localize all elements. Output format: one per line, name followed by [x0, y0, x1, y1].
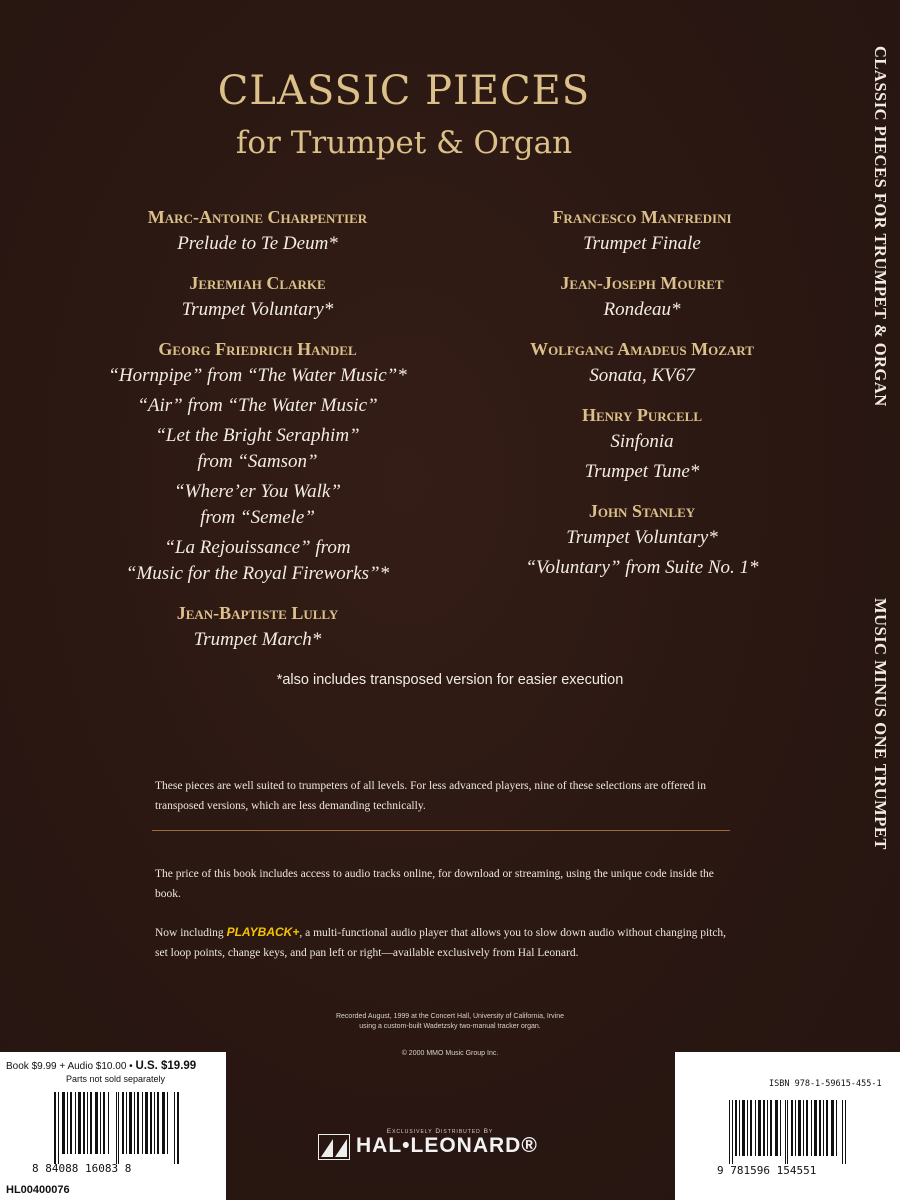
isbn-barcode-panel — [675, 1052, 900, 1200]
piece-title: Trumpet Voluntary* — [566, 527, 718, 548]
hl-item-number: HL00400076 — [6, 1184, 70, 1196]
composer-name: Jeremiah Clarke — [189, 273, 326, 293]
hal-leonard-emblem-icon — [318, 1134, 350, 1160]
hal-leonard-wordmark: HAL•LEONARD® — [356, 1134, 538, 1157]
hal-leonard-logo — [318, 1132, 580, 1160]
price-barcode-panel — [0, 1052, 226, 1200]
piece-title: Trumpet March* — [193, 629, 322, 650]
piece-title: Sinfonia — [610, 431, 674, 452]
piece-title: “Voluntary” from Suite No. 1* — [525, 557, 759, 578]
piece-title: Trumpet Finale — [583, 233, 701, 254]
book-title: CLASSIC PIECES — [217, 68, 591, 114]
playback-paragraph — [155, 922, 735, 963]
composer-name: Jean-Baptiste Lully — [176, 603, 339, 623]
book-subtitle: for Trumpet & Organ — [235, 125, 573, 161]
distributor-label: Exclusively Distributed By — [386, 1128, 494, 1135]
ean-digits: 9 781596 154551 — [717, 1164, 817, 1177]
piece-title: from “Samson” — [197, 451, 318, 472]
spine-series: MUSIC MINUS ONE TRUMPET — [871, 598, 890, 850]
recording-credit — [300, 1012, 600, 1032]
composer-name: Jean-Joseph Mouret — [560, 273, 724, 293]
audio-access-paragraph: The price of this book includes access to audio tracks online, for download or streaming, using the unique code inside the book. — [155, 868, 714, 900]
parts-note: Parts not sold separately — [66, 1074, 166, 1084]
piece-title: “Let the Bright Seraphim” — [155, 425, 360, 446]
composer-name: Henry Purcell — [581, 405, 703, 425]
divider-rule — [152, 830, 730, 831]
transposed-footnote: *also includes transposed version for easier execution — [276, 672, 624, 688]
price-total: U.S. $19.99 — [135, 1060, 197, 1072]
composer-name: Francesco Manfredini — [552, 207, 732, 227]
piece-title: Prelude to Te Deum* — [177, 233, 338, 254]
contents-left-column — [85, 206, 430, 652]
composer-name: John Stanley — [588, 501, 696, 521]
recording-line: Recorded August, 1999 at the Concert Hall, University of California, Irvine — [335, 1013, 564, 1020]
piece-title: from “Semele” — [200, 507, 315, 528]
piece-title: “Where’er You Walk” — [174, 481, 341, 502]
piece-title: “Music for the Royal Fireworks”* — [125, 563, 390, 584]
isbn-number: ISBN 978-1-59615-455-1 — [769, 1079, 882, 1089]
piece-title: “Hornpipe” from “The Water Music”* — [108, 365, 407, 386]
playback-description: , a multi-functional audio player that allows you to slow down audio without changing pitch, set loop points, change keys, and pan left or right—available exclusively from Hal Leonard. — [155, 927, 727, 959]
piece-title: Trumpet Tune* — [584, 461, 700, 482]
piece-title: Sonata, KV67 — [589, 365, 695, 386]
contents-right-column — [492, 206, 792, 580]
composer-name: Wolfgang Amadeus Mozart — [530, 339, 754, 359]
copyright-notice: © 2000 MMO Music Group Inc. — [401, 1050, 499, 1057]
price-breakdown: Book $9.99 + Audio $10.00 • — [6, 1061, 136, 1072]
upc-barcode — [54, 1092, 184, 1164]
piece-title: Rondeau* — [603, 299, 681, 320]
isbn-barcode — [729, 1100, 847, 1164]
price-line — [6, 1060, 196, 1072]
playback-intro: Now including — [155, 927, 227, 939]
recording-line: using a custom-built Wadetzsky two-manual tracker organ. — [359, 1023, 541, 1030]
composer-name: Marc-Antoine Charpentier — [147, 207, 368, 227]
piece-title: “La Rejouissance” from — [164, 537, 351, 558]
upc-digits: 8 84088 16083 8 — [32, 1162, 132, 1175]
spine-title: CLASSIC PIECES FOR TRUMPET & ORGAN — [871, 46, 890, 407]
piece-title: Trumpet Voluntary* — [181, 299, 334, 320]
piece-title: “Air” from “The Water Music” — [137, 395, 378, 416]
description-paragraph: These pieces are well suited to trumpeters of all levels. For less advanced players, nine of these selections are offered in transposed versions, which are less demanding technically. — [155, 780, 706, 812]
playback-plus-logo: PLAYBACK+ — [226, 925, 300, 939]
composer-name: Georg Friedrich Handel — [158, 339, 357, 359]
